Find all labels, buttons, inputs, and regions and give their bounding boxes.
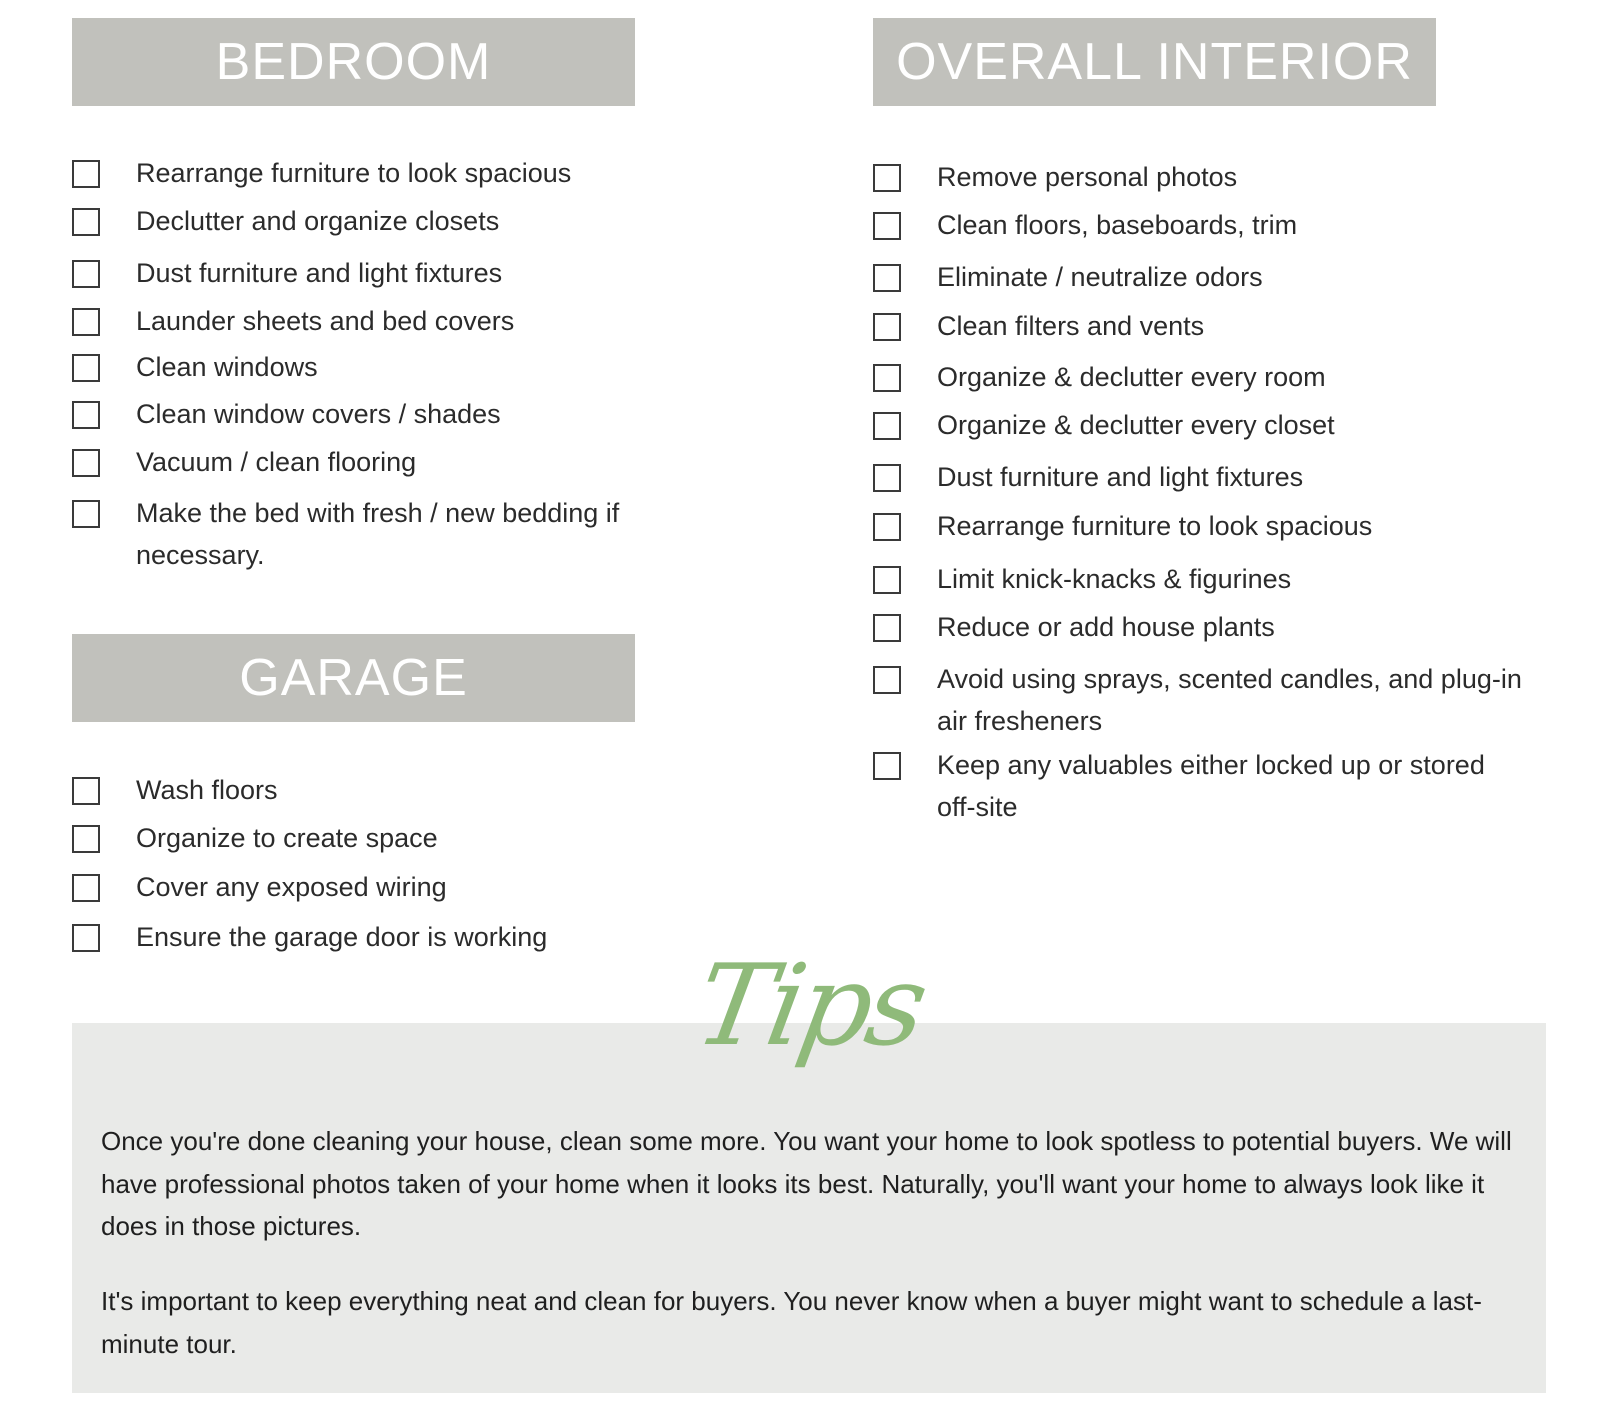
list-item — [873, 362, 1326, 398]
list-item — [72, 498, 652, 576]
checkbox[interactable] — [72, 260, 100, 288]
tips-title: Tips — [686, 941, 934, 1071]
bedroom-title: BEDROOM — [215, 33, 492, 91]
garage-header — [72, 634, 635, 722]
item-label: Clean floors, baseboards, trim — [937, 210, 1298, 240]
item-label: Eliminate / neutralize odors — [937, 262, 1263, 292]
list-item — [873, 210, 1297, 246]
list-item — [873, 564, 1291, 600]
checkbox[interactable] — [72, 401, 100, 429]
item-label: Clean filters and vents — [937, 311, 1205, 341]
item-label: Ensure the garage door is working — [136, 922, 548, 952]
item-label: Clean windows — [136, 352, 318, 382]
checkbox[interactable] — [873, 566, 901, 594]
item-label: Reduce or add house plants — [937, 612, 1275, 642]
item-label: Organize & declutter every room — [937, 362, 1326, 392]
list-item — [873, 750, 1553, 828]
checkbox[interactable] — [72, 924, 100, 952]
item-label: Declutter and organize closets — [136, 206, 500, 236]
checkbox[interactable] — [873, 666, 901, 694]
item-label: Rearrange furniture to look spacious — [937, 511, 1373, 541]
list-item — [873, 311, 1204, 347]
bedroom-header — [72, 18, 635, 106]
tips-paragraph: Once you're done cleaning your house, clean some more. You want your home to look spotless to potential buyers. We will have professional photos taken of your home when it looks its best. Naturally, you'll want your home to always look like it does in those pictures. — [101, 1126, 1512, 1241]
item-label: Keep any valuables either locked up or stored off-site — [937, 750, 1485, 822]
tips-paragraph: It's important to keep everything neat and clean for buyers. You never know when a buyer might want to schedule a last-minute tour. — [101, 1286, 1482, 1359]
checkbox[interactable] — [873, 614, 901, 642]
list-item — [873, 410, 1335, 446]
list-item — [72, 306, 514, 342]
checkbox[interactable] — [72, 777, 100, 805]
overall-interior-header — [873, 18, 1436, 106]
garage-title: GARAGE — [239, 649, 468, 707]
list-item — [72, 258, 502, 294]
item-label: Organize & declutter every closet — [937, 410, 1335, 440]
checkbox[interactable] — [873, 752, 901, 780]
checkbox[interactable] — [72, 354, 100, 382]
item-label: Organize to create space — [136, 823, 438, 853]
checkbox[interactable] — [873, 513, 901, 541]
item-label: Avoid using sprays, scented candles, and plug-in air fresheners — [937, 664, 1522, 736]
item-label: Clean window covers / shades — [136, 399, 501, 429]
item-label: Wash floors — [136, 775, 278, 805]
list-item — [873, 511, 1372, 547]
item-label: Launder sheets and bed covers — [136, 306, 515, 336]
item-label: Make the bed with fresh / new bedding if necessary. — [136, 498, 620, 570]
list-item — [873, 262, 1263, 298]
checkbox[interactable] — [873, 164, 901, 192]
list-item — [873, 664, 1553, 742]
checkbox[interactable] — [873, 364, 901, 392]
list-item — [72, 447, 416, 483]
item-label: Dust furniture and light fixtures — [136, 258, 503, 288]
list-item — [873, 612, 1275, 648]
overall-interior-title: OVERALL INTERIOR — [896, 33, 1413, 91]
list-item — [72, 823, 438, 859]
list-item — [72, 352, 318, 388]
item-label: Vacuum / clean flooring — [136, 447, 417, 477]
list-item — [72, 872, 447, 908]
item-label: Cover any exposed wiring — [136, 872, 447, 902]
checkbox[interactable] — [72, 160, 100, 188]
checkbox[interactable] — [72, 874, 100, 902]
checkbox[interactable] — [72, 449, 100, 477]
checkbox[interactable] — [72, 500, 100, 528]
item-label: Remove personal photos — [937, 162, 1238, 192]
item-label: Limit knick-knacks & figurines — [937, 564, 1292, 594]
checkbox[interactable] — [873, 313, 901, 341]
checkbox[interactable] — [873, 412, 901, 440]
checkbox[interactable] — [873, 264, 901, 292]
list-item — [72, 206, 499, 242]
list-item — [72, 922, 547, 958]
checkbox[interactable] — [873, 464, 901, 492]
item-label: Dust furniture and light fixtures — [937, 462, 1304, 492]
checkbox[interactable] — [72, 208, 100, 236]
checkbox[interactable] — [72, 308, 100, 336]
list-item — [72, 775, 278, 811]
list-item — [72, 399, 501, 435]
list-item — [873, 162, 1237, 198]
list-item — [72, 158, 571, 194]
checkbox[interactable] — [72, 825, 100, 853]
item-label: Rearrange furniture to look spacious — [136, 158, 572, 188]
list-item — [873, 462, 1303, 498]
checkbox[interactable] — [873, 212, 901, 240]
